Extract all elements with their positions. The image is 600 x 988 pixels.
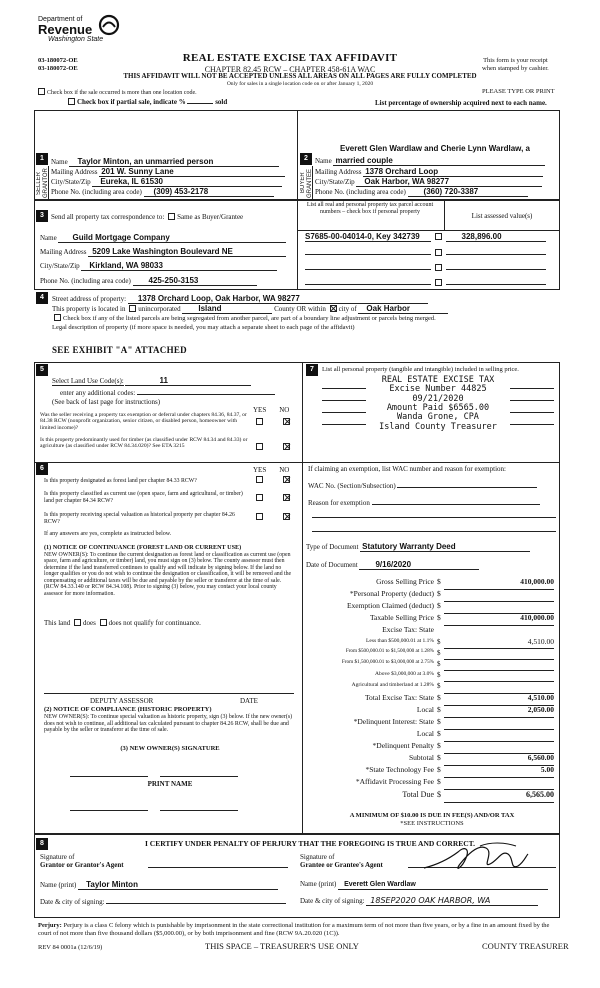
grantee-name-row: Name (print) Everett Glen Wardlaw xyxy=(300,880,548,890)
minimum-note: A MINIMUM OF $10.00 IS DUE IN FEE(S) AND/OR TAX xyxy=(349,812,515,819)
seller-name[interactable]: Taylor Minton, an unmarried person xyxy=(69,157,279,167)
parcel-row-2 xyxy=(305,247,557,257)
section-4-tag: 4 xyxy=(36,292,48,304)
multi-location-row: Check box if the sale occurred is more than one location code. xyxy=(36,88,197,97)
grantee-date-city[interactable]: 18SEP2020 OAK HARBOR, WA xyxy=(366,896,538,906)
parcel-number[interactable]: S7685-00-04014-0, Key 342739 xyxy=(305,232,431,242)
s5-q1-yes[interactable] xyxy=(256,418,263,425)
corr-name-row: Name Guild Mortgage Company xyxy=(40,233,295,243)
legal-description[interactable]: SEE EXHIBIT "A" ATTACHED xyxy=(52,345,187,355)
certify-statement: I CERTIFY UNDER PENALTY OF PERJURY THAT THE FOREGOING IS TRUE AND CORRECT. xyxy=(144,839,475,848)
delinq-state-row: *Delinquent Interest: State $ xyxy=(306,718,556,730)
sales-note: Only for sales in a single location code on or after January 1, 2020 xyxy=(226,81,374,87)
corr-mailing[interactable]: 5209 Lake Washington Boulevard NE xyxy=(88,247,286,257)
section-5-tag: 5 xyxy=(36,364,48,376)
property-street-row: Street address of property: 1378 Orchard Loop, Oak Harbor, WA 98277 xyxy=(52,294,552,304)
corr-city[interactable]: Kirkland, WA 98033 xyxy=(81,261,277,271)
personal-property-checkbox-2[interactable] xyxy=(435,249,442,256)
tier3-row: From $1,500,000.01 to $3,000,000 at 2.75% $ xyxy=(306,660,556,671)
parcel-header: List all real and personal property tax parcel account numbers – check box if personal property xyxy=(306,202,434,215)
perjury-note: Perjury: Perjury is a class C felony which is punishable by imprisonment in the state correctional institution for a maximum term of not more than five years, or by a fine in an amount fixed by the court of not more than five thousand dollars ($5,000.00), or by both imprisonment and fine (RCW 9A.20.020 (1C)). xyxy=(38,922,550,937)
excise-state-header: Excise Tax: State xyxy=(382,625,434,634)
personal-property-checkbox-4[interactable] xyxy=(435,279,442,286)
buyer-name-line1[interactable]: Everett Glen Wardlaw and Cherie Lynn Wardlaw, a xyxy=(340,144,530,153)
s5-q2-yes[interactable] xyxy=(256,443,263,450)
s6-q2-no[interactable] xyxy=(283,494,290,501)
local-tax[interactable]: 2,050.00 xyxy=(444,706,554,718)
section-6-tag: 6 xyxy=(36,463,48,475)
seller-city-row: City/State/Zip Eureka, IL 61530 xyxy=(51,177,295,187)
affidavit-fee[interactable] xyxy=(444,778,554,790)
s6-q1: Is this property designated as forest land per chapter 84.33 RCW? xyxy=(44,478,197,484)
section-2-tag: 2 xyxy=(300,153,312,165)
assessed-value[interactable]: 328,896.00 xyxy=(446,232,546,242)
buyer-phone-row: Phone No. (including area code) (360) 720-3387 xyxy=(315,187,557,197)
receipt-note: This form is your receipt when stamped by cashier. xyxy=(482,57,549,72)
buyer-mailing-row: Mailing Address 1378 Orchard Loop xyxy=(315,167,557,177)
grantor-name[interactable]: Taylor Minton xyxy=(78,880,278,890)
agency-dept: Department of xyxy=(38,16,83,23)
tier2-tax[interactable] xyxy=(444,649,554,660)
continuance-row: This land does does not qualify for continuance. xyxy=(44,619,201,627)
grantor-date-city[interactable] xyxy=(106,896,286,904)
delinq-penalty-row: *Delinquent Penalty $ xyxy=(306,742,556,754)
form-subtitle: CHAPTER 82.45 RCW – CHAPTER 458-61A WAC xyxy=(204,64,376,74)
grantee-signature-scribble xyxy=(420,838,530,880)
seller-side-label: SELLER GRANTOR xyxy=(36,168,49,198)
seller-mailing[interactable]: 201 W. Sunny Lane xyxy=(99,167,285,177)
print-note: PLEASE TYPE OR PRINT xyxy=(482,88,555,95)
notice2-title: (2) NOTICE OF COMPLIANCE (HISTORIC PROPERTY) xyxy=(44,706,212,713)
land-does-not-checkbox[interactable] xyxy=(100,619,107,626)
agency-name: Revenue xyxy=(38,22,93,38)
s5-q2-no[interactable] xyxy=(283,443,290,450)
form-title-block xyxy=(130,52,450,74)
grantee-sig-block: Signature of Grantee or Grantee's Agent xyxy=(300,853,383,870)
exemption-note: If claiming an exemption, list WAC number and reason for exemption: xyxy=(308,465,506,473)
s6-q1-no[interactable] xyxy=(283,476,290,483)
treasurer-stamp xyxy=(368,376,508,432)
land-use-code[interactable]: 11 xyxy=(125,376,251,386)
taxable-row: Taxable Selling Price $ 410,000.00 xyxy=(306,614,556,626)
tier4-row: Above $3,000,000 at 3.0% $ xyxy=(306,671,556,682)
grantor-name-row: Name (print) Taylor Minton xyxy=(40,880,278,890)
delinq-local[interactable] xyxy=(444,730,554,742)
buyer-city[interactable]: Oak Harbor, WA 98277 xyxy=(356,177,542,187)
within-city-checkbox[interactable] xyxy=(330,305,337,312)
partial-sale-percent[interactable] xyxy=(187,103,213,104)
notice1-title: (1) NOTICE OF CONTINUANCE (FOREST LAND OR CURRENT USE) xyxy=(44,544,242,551)
doc-date[interactable]: 9/16/2020 xyxy=(359,560,479,570)
print-name-label: PRINT NAME xyxy=(147,780,193,788)
dor-emblem-icon xyxy=(98,14,120,36)
same-as-buyer-checkbox[interactable] xyxy=(168,213,175,220)
form-revision: REV 84 0001a (12/6/19) xyxy=(38,944,103,951)
s6-yes-no-header: YES NO xyxy=(253,466,290,474)
personal-row: *Personal Property (deduct) $ xyxy=(306,590,556,602)
personal-deduct[interactable] xyxy=(444,590,554,602)
corr-phone-row: Phone No. (including area code) 425-250-3153 xyxy=(40,276,295,286)
wac-row: WAC No. (Section/Subsection) xyxy=(308,480,537,490)
parcel-row-4 xyxy=(305,277,557,287)
s6-q3-no[interactable] xyxy=(283,513,290,520)
total-due[interactable]: 6,565.00 xyxy=(444,790,554,803)
multi-location-checkbox[interactable] xyxy=(38,88,45,95)
seller-phone-row: Phone No. (including area code) (309) 453-2178 xyxy=(51,187,295,197)
doc-date-row: Date of Document 9/16/2020 xyxy=(306,560,479,570)
property-county[interactable]: Island xyxy=(182,304,272,314)
tier1-tax[interactable]: 4,510.00 xyxy=(444,638,554,649)
segregated-row: Check box if any of the listed parcels are being segregated from another parcel, are part of a boundary line adjustment or parcels being merged. xyxy=(52,314,562,322)
corr-name[interactable]: Guild Mortgage Company xyxy=(58,233,286,243)
buyer-mailing[interactable]: 1378 Orchard Loop xyxy=(363,167,543,177)
new-owner-signature-label: (3) NEW OWNER(S) SIGNATURE xyxy=(120,745,220,752)
stamp-date: 09/21/2020 xyxy=(412,393,464,404)
stamp-title: REAL ESTATE EXCISE TAX xyxy=(381,375,495,385)
exemption-row: Exemption Claimed (deduct) $ xyxy=(306,602,556,614)
tech-fee-row: *State Technology Fee $ 5.00 xyxy=(306,766,556,778)
tier1-row: Less than $500,000.01 at 1.1% $ 4,510.00 xyxy=(306,638,556,649)
property-city[interactable]: Oak Harbor xyxy=(358,304,448,314)
segregated-checkbox[interactable] xyxy=(54,314,61,321)
treasurer-use-label: THIS SPACE – TREASURER'S USE ONLY xyxy=(205,941,359,951)
section-3-tag: 3 xyxy=(36,210,48,222)
property-location-row: This property is located in unincorporated Island County OR within city of Oak Harbor xyxy=(52,304,552,314)
seller-city[interactable]: Eureka, IL 61530 xyxy=(92,177,282,187)
stamp-treasurer-title: Island County Treasurer xyxy=(379,421,497,432)
personal-property-checkbox-1[interactable] xyxy=(435,233,442,240)
land-use-row: Select Land Use Code(s): 11 xyxy=(52,376,297,386)
s6-q2-yes[interactable] xyxy=(256,494,263,501)
stamp-amount: Amount Paid $6565.00 xyxy=(386,403,490,414)
delinq-local-row: Local $ xyxy=(306,730,556,742)
buyer-city-row: City/State/Zip Oak Harbor, WA 98277 xyxy=(315,177,557,187)
section-7-tag: 7 xyxy=(306,364,318,376)
assessed-header: List assessed value(s) xyxy=(471,212,533,220)
notice1-body: NEW OWNER(S): To continue the current designation as forest land or classification as current use (open space, farm and agriculture, or timber) land, you must sign on (3) below. The county assessor must then determine if the land transferred continues to qualify and will indicate by signing below. If the land no longer qualifies or you do not wish to continue the designation or classification, it will be removed and the compensating or additional taxes will be due and payable by the seller or transferor at the time of sale. (RCW 84.33.140 or RCW 84.34.108). Prior to signing (3) below, you may contact your local county assessor for more information. xyxy=(44,552,292,597)
grantor-date-row: Date & city of signing: xyxy=(40,896,286,906)
tax-table xyxy=(306,578,556,803)
reason-row: Reason for exemption xyxy=(308,497,540,507)
grantor-sig-block: Signature of Grantor or Grantor's Agent xyxy=(40,853,124,870)
form-title: REAL ESTATE EXCISE TAX AFFIDAVIT xyxy=(182,52,398,64)
total-state-row: Total Excise Tax: State $ 4,510.00 xyxy=(306,694,556,706)
subtotal-row: Subtotal $ 6,560.00 xyxy=(306,754,556,766)
stamp-treasurer-name: Wanda Grone, CPA xyxy=(397,412,479,423)
gross-price[interactable]: 410,000.00 xyxy=(444,578,554,590)
seller-phone[interactable]: (309) 453-2178 xyxy=(144,187,274,197)
total-due-row: Total Due $ 6,565.00 xyxy=(306,790,556,803)
additional-codes-row: enter any additional codes: xyxy=(60,387,295,397)
buyer-name-line2[interactable]: married couple xyxy=(333,156,545,166)
section-8-tag: 8 xyxy=(36,838,48,850)
stamp-excise-number: Excise Number 44825 xyxy=(389,384,487,395)
tier2-row: From $500,000.01 to $1,500,000 at 1.28% $ xyxy=(306,649,556,660)
form-codes: 03-180072-OE 03-180072-OE xyxy=(38,57,78,72)
grantee-name[interactable]: Everett Glen Wardlaw xyxy=(338,881,548,890)
doc-type[interactable]: Statutory Warranty Deed xyxy=(360,542,530,552)
affidavit-fee-row: *Affidavit Processing Fee $ xyxy=(306,778,556,790)
s6-q2: Is this property classified as current use (open space, farm and agricultural, or timber) land per chapter 84.34 RCW? xyxy=(44,491,243,504)
subtotal[interactable]: 6,560.00 xyxy=(444,754,554,766)
notice2-body: NEW OWNER(S): To continue special valuation as historic property, sign (3) below. If the new owner(s) does not wish to continue, all additional tax calculated pursuant to chapter 84.26 RCW, shall be due and payable by the seller or transferor at the time of sale. xyxy=(44,714,293,734)
back-note: (See back of last page for instructions) xyxy=(52,398,161,406)
grantee-date-row: Date & city of signing: 18SEP2020 OAK HARBOR, WA xyxy=(300,896,538,906)
wac-number[interactable] xyxy=(397,480,537,488)
local-row: Local $ 2,050.00 xyxy=(306,706,556,718)
total-state-tax[interactable]: 4,510.00 xyxy=(444,694,554,706)
tech-fee[interactable]: 5.00 xyxy=(444,766,554,778)
gross-row: Gross Selling Price $ 410,000.00 xyxy=(306,578,556,590)
buyer-phone[interactable]: (360) 720-3387 xyxy=(408,187,528,197)
personal-property-checkbox-3[interactable] xyxy=(435,264,442,271)
tier3-tax[interactable] xyxy=(444,660,554,671)
corr-phone[interactable]: 425-250-3153 xyxy=(133,276,257,286)
additional-codes[interactable] xyxy=(137,387,275,395)
parcel-row-3 xyxy=(305,262,557,272)
grantor-signature[interactable] xyxy=(148,860,288,868)
form-warning: THIS AFFIDAVIT WILL NOT BE ACCEPTED UNLESS ALL AREAS ON ALL PAGES ARE FULLY COMPLETED xyxy=(123,72,477,80)
ownership-note: List percentage of ownership acquired next to each name. xyxy=(375,99,547,107)
s5-q1: Was the seller receiving a property tax exemption or deferral under chapters 84.36, 84.37, or 84.38 RCW (nonprofit organization, senior citizen, or disabled person, homeowner with limited income)? xyxy=(40,412,247,431)
see-instructions: *SEE INSTRUCTIONS xyxy=(400,820,464,827)
corr-city-row: City/State/Zip Kirkland, WA 98033 xyxy=(40,261,295,271)
s6-if-yes: If any answers are yes, complete as instructed below. xyxy=(44,531,172,537)
agency-state: Washington State xyxy=(48,36,104,44)
deputy-assessor-label: DEPUTY ASSESSOR xyxy=(90,697,154,705)
s6-q3: Is this property receiving special valuation as historical property per chapter 84.26 RCW? xyxy=(44,512,235,525)
personal-property-note: List all personal property (tangible and intangible) included in selling price. xyxy=(322,366,519,373)
partial-sale-row: Check box if partial sale, indicate % sold xyxy=(66,98,227,106)
exemption-reason[interactable] xyxy=(372,497,540,505)
s5-q1-no[interactable] xyxy=(283,418,290,425)
unincorporated-checkbox[interactable] xyxy=(129,305,136,312)
seller-name-row: Name Taylor Minton, an unmarried person xyxy=(51,157,295,167)
parcel-row-1 xyxy=(305,232,557,242)
corr-mailing-row: Mailing Address 5209 Lake Washington Boulevard NE xyxy=(40,247,295,257)
seller-mailing-row: Mailing Address 201 W. Sunny Lane xyxy=(51,167,295,177)
buyer-side-label: BUYER GRANTEE xyxy=(300,168,313,198)
tier5-row: Agricultural and timberland at 1.28% $ xyxy=(306,682,556,694)
s6-q1-yes[interactable] xyxy=(256,476,263,483)
taxable-price[interactable]: 410,000.00 xyxy=(444,614,554,626)
county-treasurer-label: COUNTY TREASURER xyxy=(482,941,569,951)
correspondence-row: Send all property tax correspondence to: Same as Buyer/Grantee xyxy=(51,213,244,221)
property-street[interactable]: 1378 Orchard Loop, Oak Harbor, WA 98277 xyxy=(128,294,428,304)
dor-logo xyxy=(38,16,118,44)
s6-q3-yes[interactable] xyxy=(256,513,263,520)
s5-q2: Is this property predominantly used for timber (as classified under RCW 84.34 and 84.33) or agriculture (as classified under RCW 84.34.020)? See ETA 3215 xyxy=(40,437,248,450)
section-1-tag: 1 xyxy=(36,153,48,165)
land-does-checkbox[interactable] xyxy=(74,619,81,626)
assessor-date-label: DATE xyxy=(240,697,258,705)
tier4-tax[interactable] xyxy=(444,671,554,682)
legal-note: Legal description of property (if more space is needed, you may attach a separate sheet to each page of the affidavit) xyxy=(52,324,355,331)
s5-yes-no-header: YES NO xyxy=(253,406,290,414)
buyer-name-row: Name married couple xyxy=(315,156,557,166)
delinq-state[interactable] xyxy=(444,718,554,730)
partial-sale-checkbox[interactable] xyxy=(68,98,75,105)
doc-type-row: Type of Document Statutory Warranty Deed xyxy=(306,542,530,552)
